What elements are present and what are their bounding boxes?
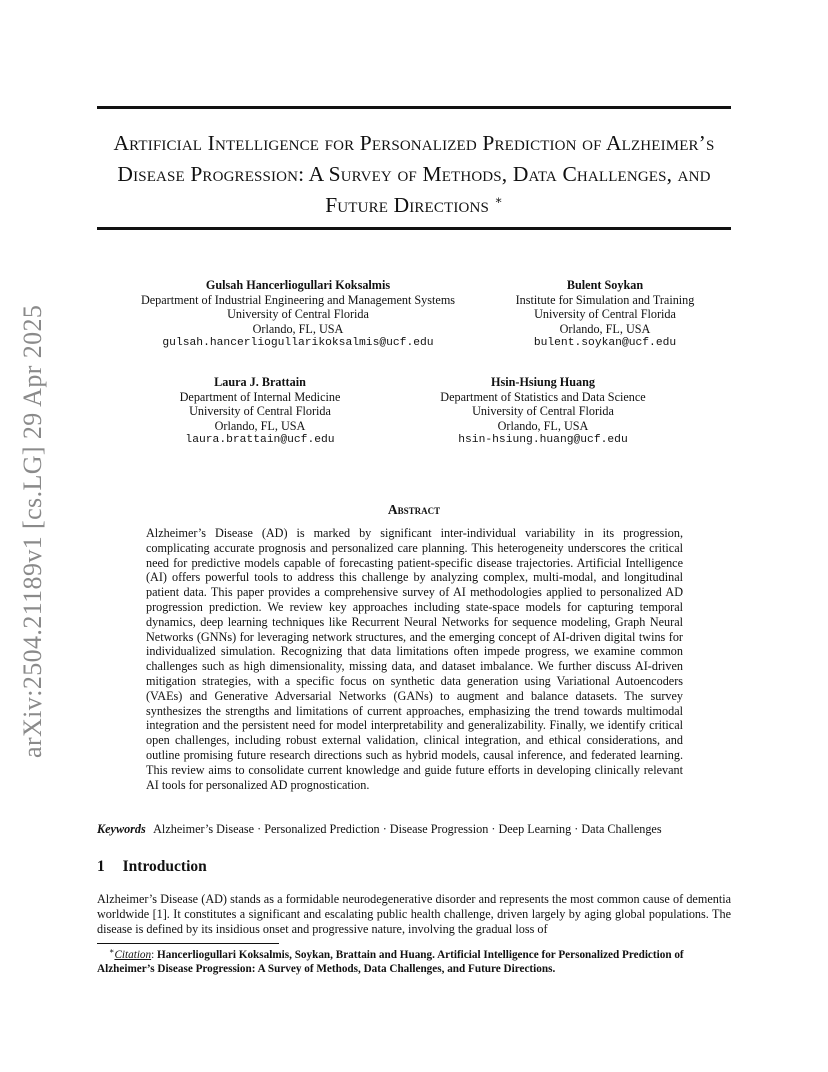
author-email: laura.brattain@ucf.edu [185, 434, 335, 446]
author-university: University of Central Florida [534, 307, 676, 321]
author-block-2 [490, 278, 720, 351]
author-name: Hsin-Hsiung Huang [491, 375, 595, 389]
abstract-heading: Abstract [387, 502, 441, 517]
footnote-rule [97, 943, 279, 944]
author-email: gulsah.hancerliogullarikoksalmis@ucf.edu [162, 337, 434, 349]
author-block-3 [150, 375, 370, 448]
author-block-4 [418, 375, 668, 448]
footnote-text: Hancerliogullari Koksalmis, Soykan, Brattain and Huang. Artificial Intelligence for Personalized Prediction of Alzheimer’s Disease Progression: A Survey of Methods, Data Challenges, and Future Directions. [97, 949, 684, 975]
keywords-line [97, 822, 737, 837]
author-department: Department of Statistics and Data Science [440, 389, 646, 404]
footnote-mark: ∗ [109, 946, 115, 956]
section-heading [97, 858, 207, 876]
keywords-list: Alzheimer’s Disease · Personalized Prediction · Disease Progression · Deep Learning · Data Challenges [153, 822, 662, 836]
section-title: Introduction [122, 858, 207, 875]
title-footnote-mark: ∗ [494, 192, 503, 207]
paper-title [97, 128, 731, 221]
author-university: University of Central Florida [189, 404, 331, 418]
author-email: bulent.soykan@ucf.edu [533, 337, 677, 349]
author-name: Bulent Soykan [566, 278, 644, 292]
author-location: Orlando, FL, USA [559, 321, 651, 336]
author-university: University of Central Florida [227, 307, 369, 321]
intro-paragraph: Alzheimer’s Disease (AD) stands as a formidable neurodegenerative disorder and represents the most common cause of dementia worldwide [1]. It constitutes a significant and escalating public health challenge, driven largely by aging global populations. The disease is defined by its insidious onset and progressive nature, involving the gradual loss of [97, 892, 731, 936]
author-location: Orlando, FL, USA [252, 321, 344, 336]
author-name: Gulsah Hancerliogullari Koksalmis [205, 278, 391, 292]
author-location: Orlando, FL, USA [497, 418, 589, 433]
author-location: Orlando, FL, USA [214, 418, 306, 433]
author-name: Laura J. Brattain [214, 375, 306, 389]
arxiv-identifier: arXiv:2504.21189v1 [cs.LG] 29 Apr 2025 [18, 304, 47, 758]
title-top-rule [97, 106, 731, 109]
citation-footnote: ∗Citation: Hancerliogullari Koksalmis, Soykan, Brattain and Huang. Artificial Intelligence for Personalized Prediction of Alzheimer’s Disease Progression: A Survey of Methods, Data Challenges, and Future Directions. [97, 946, 684, 975]
author-department: Institute for Simulation and Training [515, 292, 695, 307]
keywords-label: Keywords [97, 822, 146, 836]
paper-title-text: Artificial Intelligence for Personalized Prediction of Alzheimer’s Disease Progression: A Survey of Methods, Data Challenges, and Future Directions [113, 131, 715, 217]
author-department: Department of Industrial Engineering and Management Systems [140, 292, 456, 307]
abstract-text: Alzheimer’s Disease (AD) is marked by significant inter-individual variability in its progression, complicating accurate prognosis and personalized care planning. This heterogeneity underscores the critical need for predictive models capable of forecasting patient-specific disease trajectories. Artificial Intelligence (AI) offers powerful tools to address this challenge by analyzing complex, multi-modal, and longitudinal patient data. This paper provides a comprehensive survey of AI methodologies applied to personalized AD progression prediction. We review key approaches including state-space models for capturing temporal dynamics, deep learning techniques like Recurrent Neural Networks for sequence modeling, Graph Neural Networks (GNNs) for leveraging network structures, and the emerging concept of AI-driven digital twins for individualized simulation. Recognizing that data limitations often impede progress, we examine common challenges such as high dimensionality, missing data, and dataset imbalance. We further discuss AI-driven mitigation strategies, with a specific focus on synthetic data generation using Variational Autoencoders (VAEs) and Generative Adversarial Networks (GANs) to augment and balance datasets. The survey synthesizes the strengths and limitations of current approaches, emphasizing the trend towards multimodal integration and the persistent need for model interpretability and generalizability. Finally, we identify critical open challenges, including robust external validation, clinical integration, and ethical considerations, and outline promising future research directions such as hybrid models, causal inference, and federated learning. This review aims to consolidate current knowledge and guide future efforts in developing clinically relevant AI tools for personalized AD prognostication. [146, 526, 683, 792]
section-number: 1 [97, 858, 105, 875]
title-bottom-rule [97, 227, 731, 230]
author-block-1 [110, 278, 486, 351]
author-university: University of Central Florida [472, 404, 614, 418]
footnote-label: Citation [114, 949, 152, 961]
author-department: Department of Internal Medicine [179, 389, 341, 404]
author-email: hsin-hsiung.huang@ucf.edu [458, 434, 628, 446]
